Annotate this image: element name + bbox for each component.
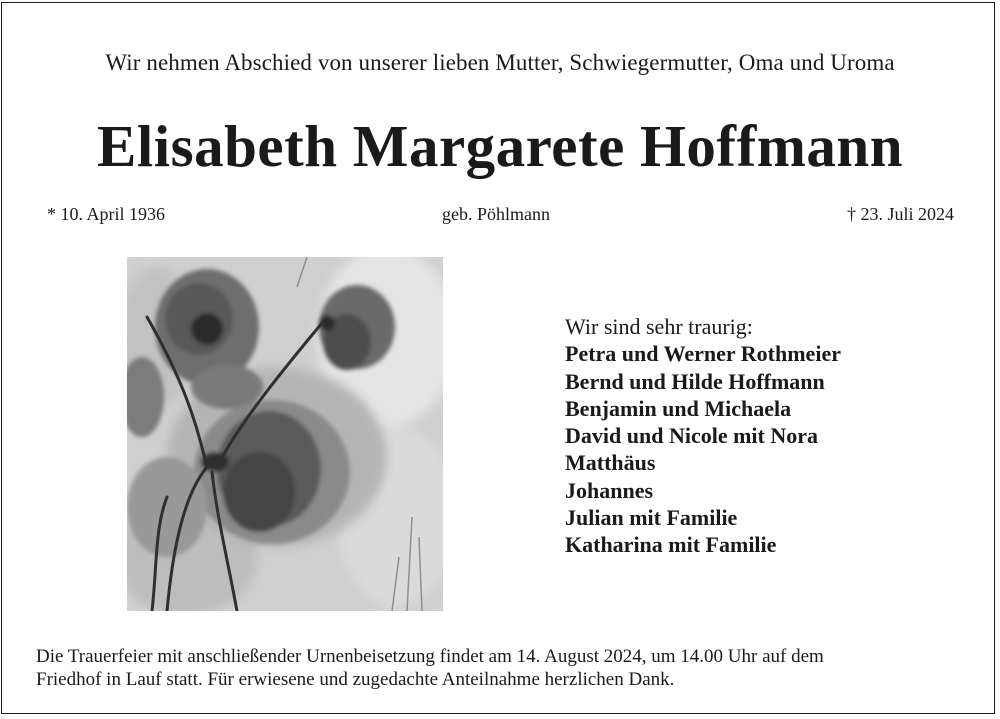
mourner-name: Johannes [565,477,654,503]
funeral-notice [36,645,966,691]
funeral-notice-line: Die Trauerfeier mit anschließender Urnenbeisetzung findet am 14. August 2024, um 14.00 Uhr auf dem [36,646,824,667]
maiden-name: geb. Pöhlmann [442,204,550,224]
death-date: † 23. Juli 2024 [846,204,954,224]
poppy-watercolor-image [127,257,443,611]
mourner-name: Petra und Werner Rothmeier [565,341,841,367]
mourner-name: Julian mit Familie [565,505,738,531]
mourner-name: Matthäus [565,450,656,476]
mourners-list [565,313,841,559]
mourner-name: Benjamin und Michaela [565,395,792,421]
mourner-name: Bernd und Hilde Hoffmann [565,368,825,394]
mourner-name: Katharina mit Familie [565,532,777,558]
mourners-lead: Wir sind sehr traurig: [565,314,753,339]
deceased-name: Elisabeth Margarete Hoffmann [96,113,904,179]
intro-line: Wir nehmen Abschied von unserer lieben Mutter, Schwiegermutter, Oma und Uroma [105,50,895,75]
birth-date: * 10. April 1936 [47,204,166,224]
mourner-name: David und Nicole mit Nora [565,423,818,449]
funeral-notice-line: Friedhof in Lauf statt. Für erwiesene und zugedachte Anteilnahme herzlichen Dank. [36,669,675,690]
